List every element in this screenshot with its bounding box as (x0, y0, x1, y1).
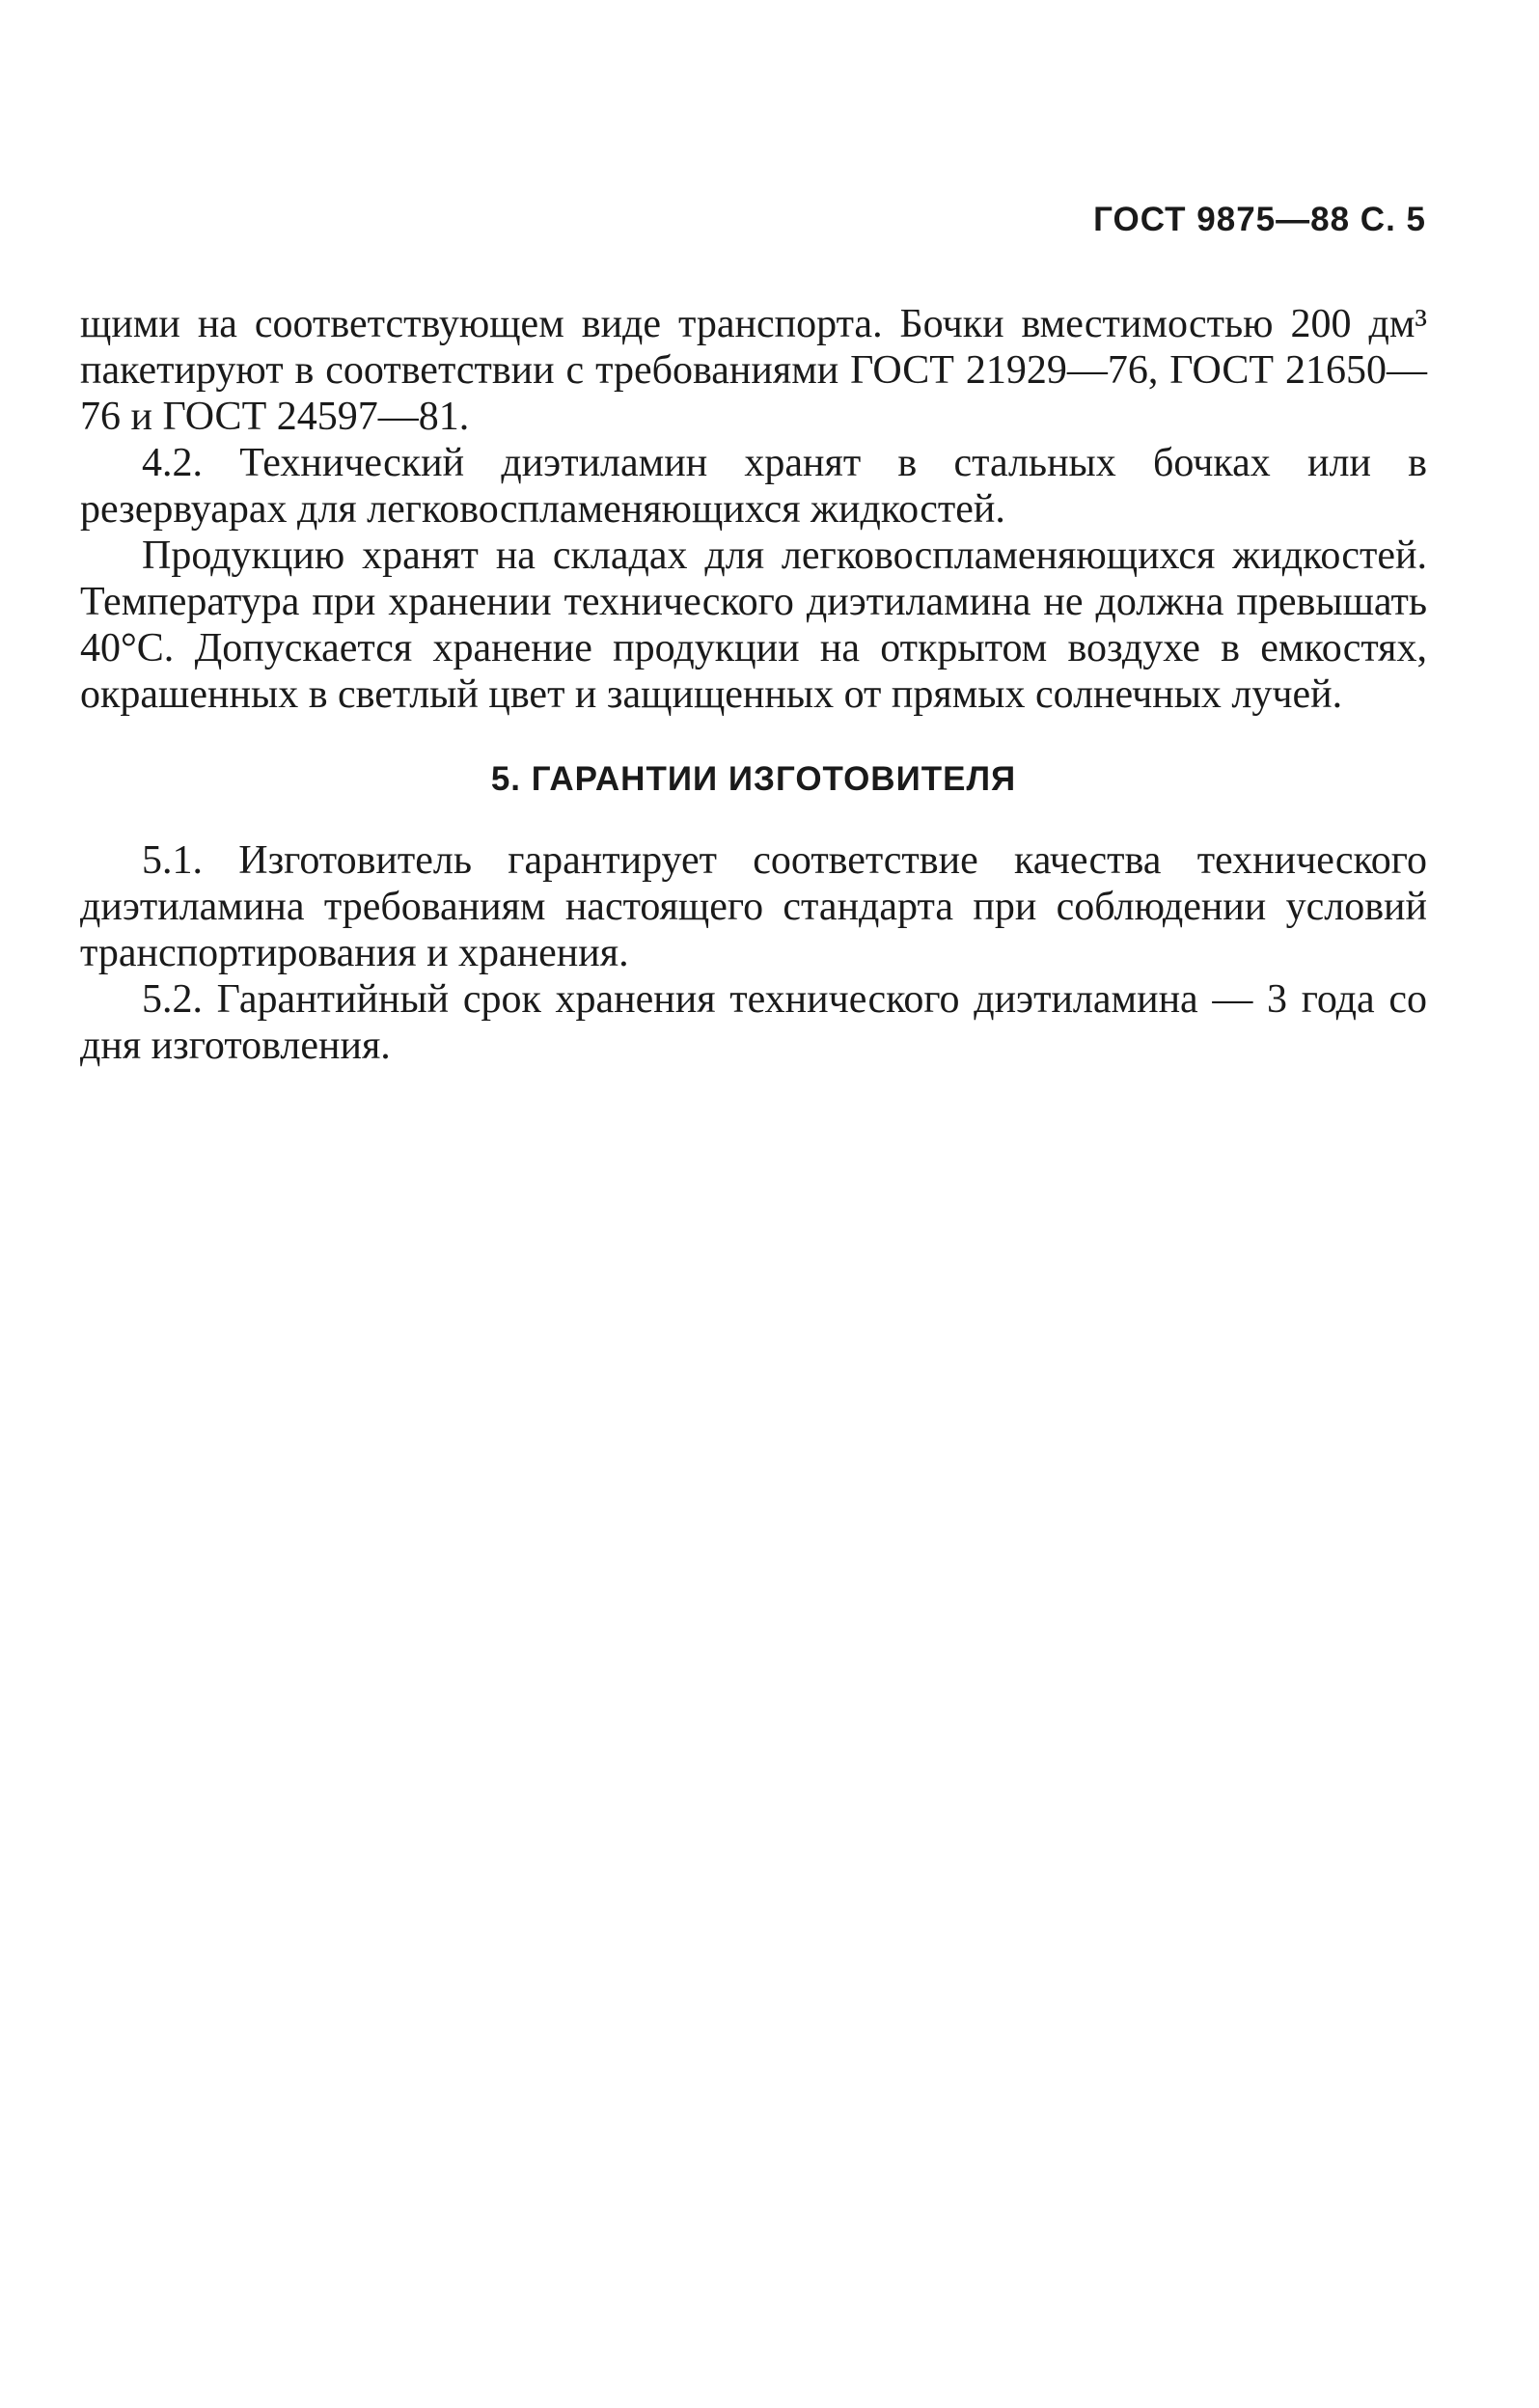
paragraph-continuation: щими на соответствующем виде транспорта. Бочки вместимостью 200 дм³ пакетируют в соответствии с требованиями ГОСТ 21929—76, ГОСТ 21650—76 и ГОСТ 24597—81. (80, 302, 1427, 439)
paragraph-4-2: 4.2. Технический диэтиламин хранят в стальных бочках или в резервуарах для легковоспламеняющихся жидкостей. (80, 441, 1427, 532)
paragraph-5-2: 5.2. Гарантийный срок хранения технического диэтиламина — 3 года со дня изготовления. (80, 977, 1427, 1068)
body-text (80, 301, 1427, 1069)
running-header: ГОСТ 9875—88 С. 5 (1093, 201, 1426, 238)
section-heading-5: 5. ГАРАНТИИ ИЗГОТОВИТЕЛЯ (490, 760, 1017, 798)
paragraph-5-1: 5.1. Изготовитель гарантирует соответствие качества технического диэтиламина требованиям настоящего стандарта при соблюдении условий транспортирования и хранения. (80, 838, 1427, 975)
paragraph-storage: Продукцию хранят на складах для легковоспламеняющихся жидкостей. Температура при хранении технического диэтиламина не должна превышать 40°С. Допускается хранение продукции на открытом воздухе в емкостях, окрашенных в светлый цвет и защищенных от прямых солнечных лучей. (80, 534, 1427, 717)
